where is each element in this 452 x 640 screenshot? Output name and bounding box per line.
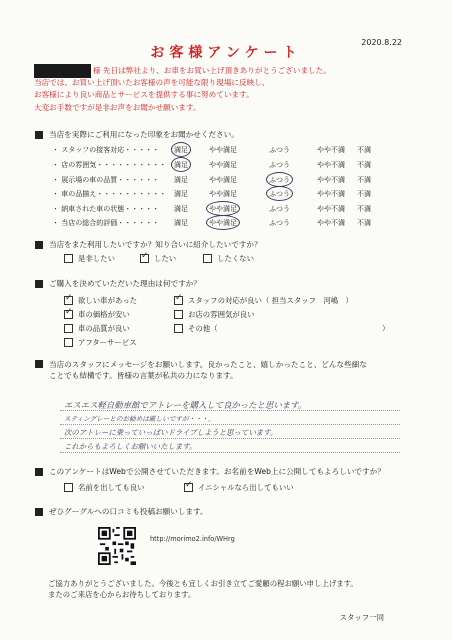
handwritten-message-line: これからもよろしくお願いいたします。 — [64, 442, 197, 451]
question-text — [49, 359, 367, 381]
signature: スタッフ一同 — [339, 613, 384, 622]
square-bullet-icon — [35, 468, 43, 476]
rating-row-label: ・ 車の品揃え・・・・・・・・・・ — [52, 190, 167, 198]
rating-option[interactable]: 不満 — [357, 205, 371, 213]
rating-row-label: ・ スタッフの接客対応・・・・・ — [52, 146, 160, 154]
checkbox-checked[interactable] — [64, 310, 73, 319]
handwritten-message-line: エスエス軽自動車館でアトレーを購入して良かったと思います。 — [64, 400, 307, 410]
square-bullet-icon — [35, 280, 43, 288]
greeting-line: 様 先日は弊社より、お車をお買い上げ頂きありがとうございました。 — [93, 66, 331, 75]
rating-option[interactable]: ふつう — [269, 189, 290, 199]
rating-row — [52, 189, 412, 200]
question-message — [35, 359, 367, 381]
rating-option[interactable]: 満足 — [174, 190, 188, 198]
checkbox-checked[interactable] — [64, 296, 73, 305]
square-bullet-icon — [35, 360, 43, 368]
question-revisit — [35, 239, 262, 250]
option-label: 車の品質が良い — [78, 324, 130, 333]
square-bullet-icon — [35, 241, 43, 249]
rating-option[interactable]: やや不満 — [317, 146, 345, 154]
rating-option[interactable]: 満足 — [174, 145, 188, 155]
checkbox[interactable] — [64, 324, 73, 333]
question-text: 当店を実際にご利用になった印象をお聞かせください。 — [49, 130, 239, 139]
rating-option[interactable]: 不満 — [357, 146, 371, 154]
option-definitely[interactable] — [64, 253, 115, 264]
rating-row-label: ・ 店の雰囲気・・・・・・・・・・ — [52, 161, 167, 169]
option-label: 名前を出しても良い — [78, 483, 145, 492]
survey-date: 2020.8.22 — [361, 38, 402, 47]
rating-option[interactable]: やや不満 — [317, 161, 345, 169]
option-label: 車の価格が安い — [78, 310, 130, 319]
checkbox[interactable] — [174, 324, 183, 333]
rating-option[interactable]: ふつう — [269, 219, 290, 227]
greeting-text — [34, 65, 331, 114]
rating-option[interactable]: やや不満 — [317, 205, 345, 213]
rating-option[interactable]: やや満足 — [209, 146, 237, 154]
reason-quality[interactable] — [64, 323, 130, 334]
selection-circle-icon — [206, 201, 240, 216]
selection-circle-icon — [266, 186, 293, 201]
rating-option[interactable]: やや満足 — [209, 161, 237, 169]
question-text: 当店をまた利用したいですか？知り合いに紹介したいですか？ — [49, 240, 262, 249]
checkbox-checked[interactable] — [174, 296, 183, 305]
question-text: ぜひグーグルへの口コミも投稿お願いします。 — [49, 507, 208, 516]
rating-option[interactable]: やや不満 — [317, 190, 345, 198]
closing-text — [48, 578, 358, 600]
checkbox[interactable] — [64, 338, 73, 347]
closing-line: ご協力ありがとうございました。今後とも宜しくお引き立てご愛顧の程お願い申し上げます。 — [48, 579, 358, 588]
rating-option[interactable]: やや満足 — [209, 176, 237, 184]
rating-row — [52, 175, 412, 186]
square-bullet-icon — [35, 131, 43, 139]
square-bullet-icon — [35, 508, 43, 516]
option-label: 是非したい — [78, 254, 115, 263]
rating-option[interactable]: ふつう — [269, 205, 290, 213]
rating-option[interactable]: 満足 — [174, 160, 188, 170]
rating-option[interactable]: やや不満 — [317, 219, 345, 227]
qr-code-icon[interactable] — [98, 527, 136, 565]
selection-circle-icon — [266, 172, 293, 187]
option-label: したくない — [217, 254, 254, 263]
option-label: お店の雰囲気が良い — [188, 310, 255, 319]
selection-circle-icon — [206, 215, 240, 230]
question-text: このアンケートはWebで公開させていただきます。お名前をWeb上に公開してもよろしいですか？ — [49, 467, 385, 476]
handwritten-message-line: 次のアトレーに乗っていっぱいドライブしようと思っています。 — [64, 428, 278, 437]
checkbox[interactable] — [64, 254, 73, 263]
greeting-line: 大変お手数ですが是非お声をお聞かせ願います。 — [34, 102, 201, 112]
checkbox-checked[interactable] — [184, 483, 193, 492]
rating-option[interactable]: やや不満 — [317, 176, 345, 184]
rating-option[interactable]: 満足 — [174, 176, 188, 184]
reason-after-service[interactable] — [64, 337, 137, 348]
rating-row — [52, 160, 412, 171]
option-no[interactable] — [203, 253, 254, 264]
question-publish — [35, 466, 385, 477]
reason-wanted-car[interactable] — [64, 295, 137, 306]
checkbox[interactable] — [174, 310, 183, 319]
selection-circle-icon — [171, 142, 191, 157]
option-label: アフターサービス — [78, 338, 137, 347]
question-text: ご購入を決めていただいた理由は何ですか？ — [49, 279, 201, 288]
rating-option[interactable]: 不満 — [357, 161, 371, 169]
checkbox-checked[interactable] — [140, 254, 149, 263]
rating-option[interactable]: 不満 — [357, 176, 371, 184]
reason-staff[interactable] — [174, 295, 353, 306]
ruled-line — [60, 424, 400, 425]
checkbox[interactable] — [64, 483, 73, 492]
rating-option[interactable]: 満足 — [174, 219, 188, 227]
rating-option[interactable]: 不満 — [357, 190, 371, 198]
question-google-review — [35, 506, 208, 517]
publish-initials[interactable] — [184, 482, 294, 493]
ruled-line — [60, 452, 400, 453]
selection-circle-icon — [171, 157, 191, 172]
closing-line: またのご来店を心からお待ちしております。 — [48, 590, 196, 599]
question-purchase-reason — [35, 278, 201, 289]
question-line: 当店のスタッフにメッセージをお願いします。良かったこと、嬉しかったこと、どんな些細な — [49, 360, 367, 369]
question-line: ことでも結構です。皆様の言葉が私共の力になります。 — [49, 371, 238, 380]
publish-full-name[interactable] — [64, 482, 145, 493]
greeting-line: 当店では、お買い上げ頂いたお客様の声を可能な限り現場に反映し、 — [34, 78, 270, 88]
reason-atmosphere[interactable] — [174, 309, 255, 320]
rating-option[interactable]: やや満足 — [209, 190, 237, 198]
rating-option[interactable]: 不満 — [357, 219, 371, 227]
reason-other[interactable] — [174, 323, 218, 334]
ruled-line — [60, 438, 400, 439]
rating-row-label: ・ 当店の総合的評価・・・・・・ — [52, 219, 160, 227]
rating-option[interactable]: やや満足 — [209, 204, 237, 214]
question-impression — [35, 129, 239, 140]
review-url-link[interactable]: http://morimo2.info/WHrg — [150, 535, 235, 543]
option-label: 欲しい車があった — [78, 296, 138, 305]
rating-row — [52, 204, 412, 215]
rating-option[interactable]: やや満足 — [209, 218, 237, 228]
rating-option[interactable]: ふつう — [269, 161, 290, 169]
reason-low-price[interactable] — [64, 309, 130, 320]
rating-option[interactable]: ふつう — [269, 175, 290, 185]
other-close-paren: ） — [382, 324, 390, 333]
option-yes[interactable] — [140, 253, 176, 264]
rating-row — [52, 218, 412, 229]
option-label: スタッフの対応が良い（ 担当スタッフ 河嶋 ） — [188, 296, 353, 305]
option-label: その他（ — [188, 324, 218, 333]
rating-option[interactable]: 満足 — [174, 205, 188, 213]
rating-row-label: ・ 展示場の車の品質・・・・・・ — [52, 176, 160, 184]
option-label: イニシャルなら出してもいい — [198, 483, 294, 492]
checkbox[interactable] — [203, 254, 212, 263]
rating-row-label: ・ 納車された車の状態・・・・・ — [52, 205, 160, 213]
option-label: したい — [154, 254, 177, 263]
page-title: お客様アンケート — [150, 45, 302, 61]
rating-row — [52, 145, 412, 156]
rating-option[interactable]: ふつう — [269, 146, 290, 154]
greeting-line: お客様により良い商品とサービスを提供する事に努めています。 — [34, 90, 254, 100]
handwritten-message-line: スティングレーとのお勧めは厳しいですが・・・。 — [64, 415, 215, 423]
